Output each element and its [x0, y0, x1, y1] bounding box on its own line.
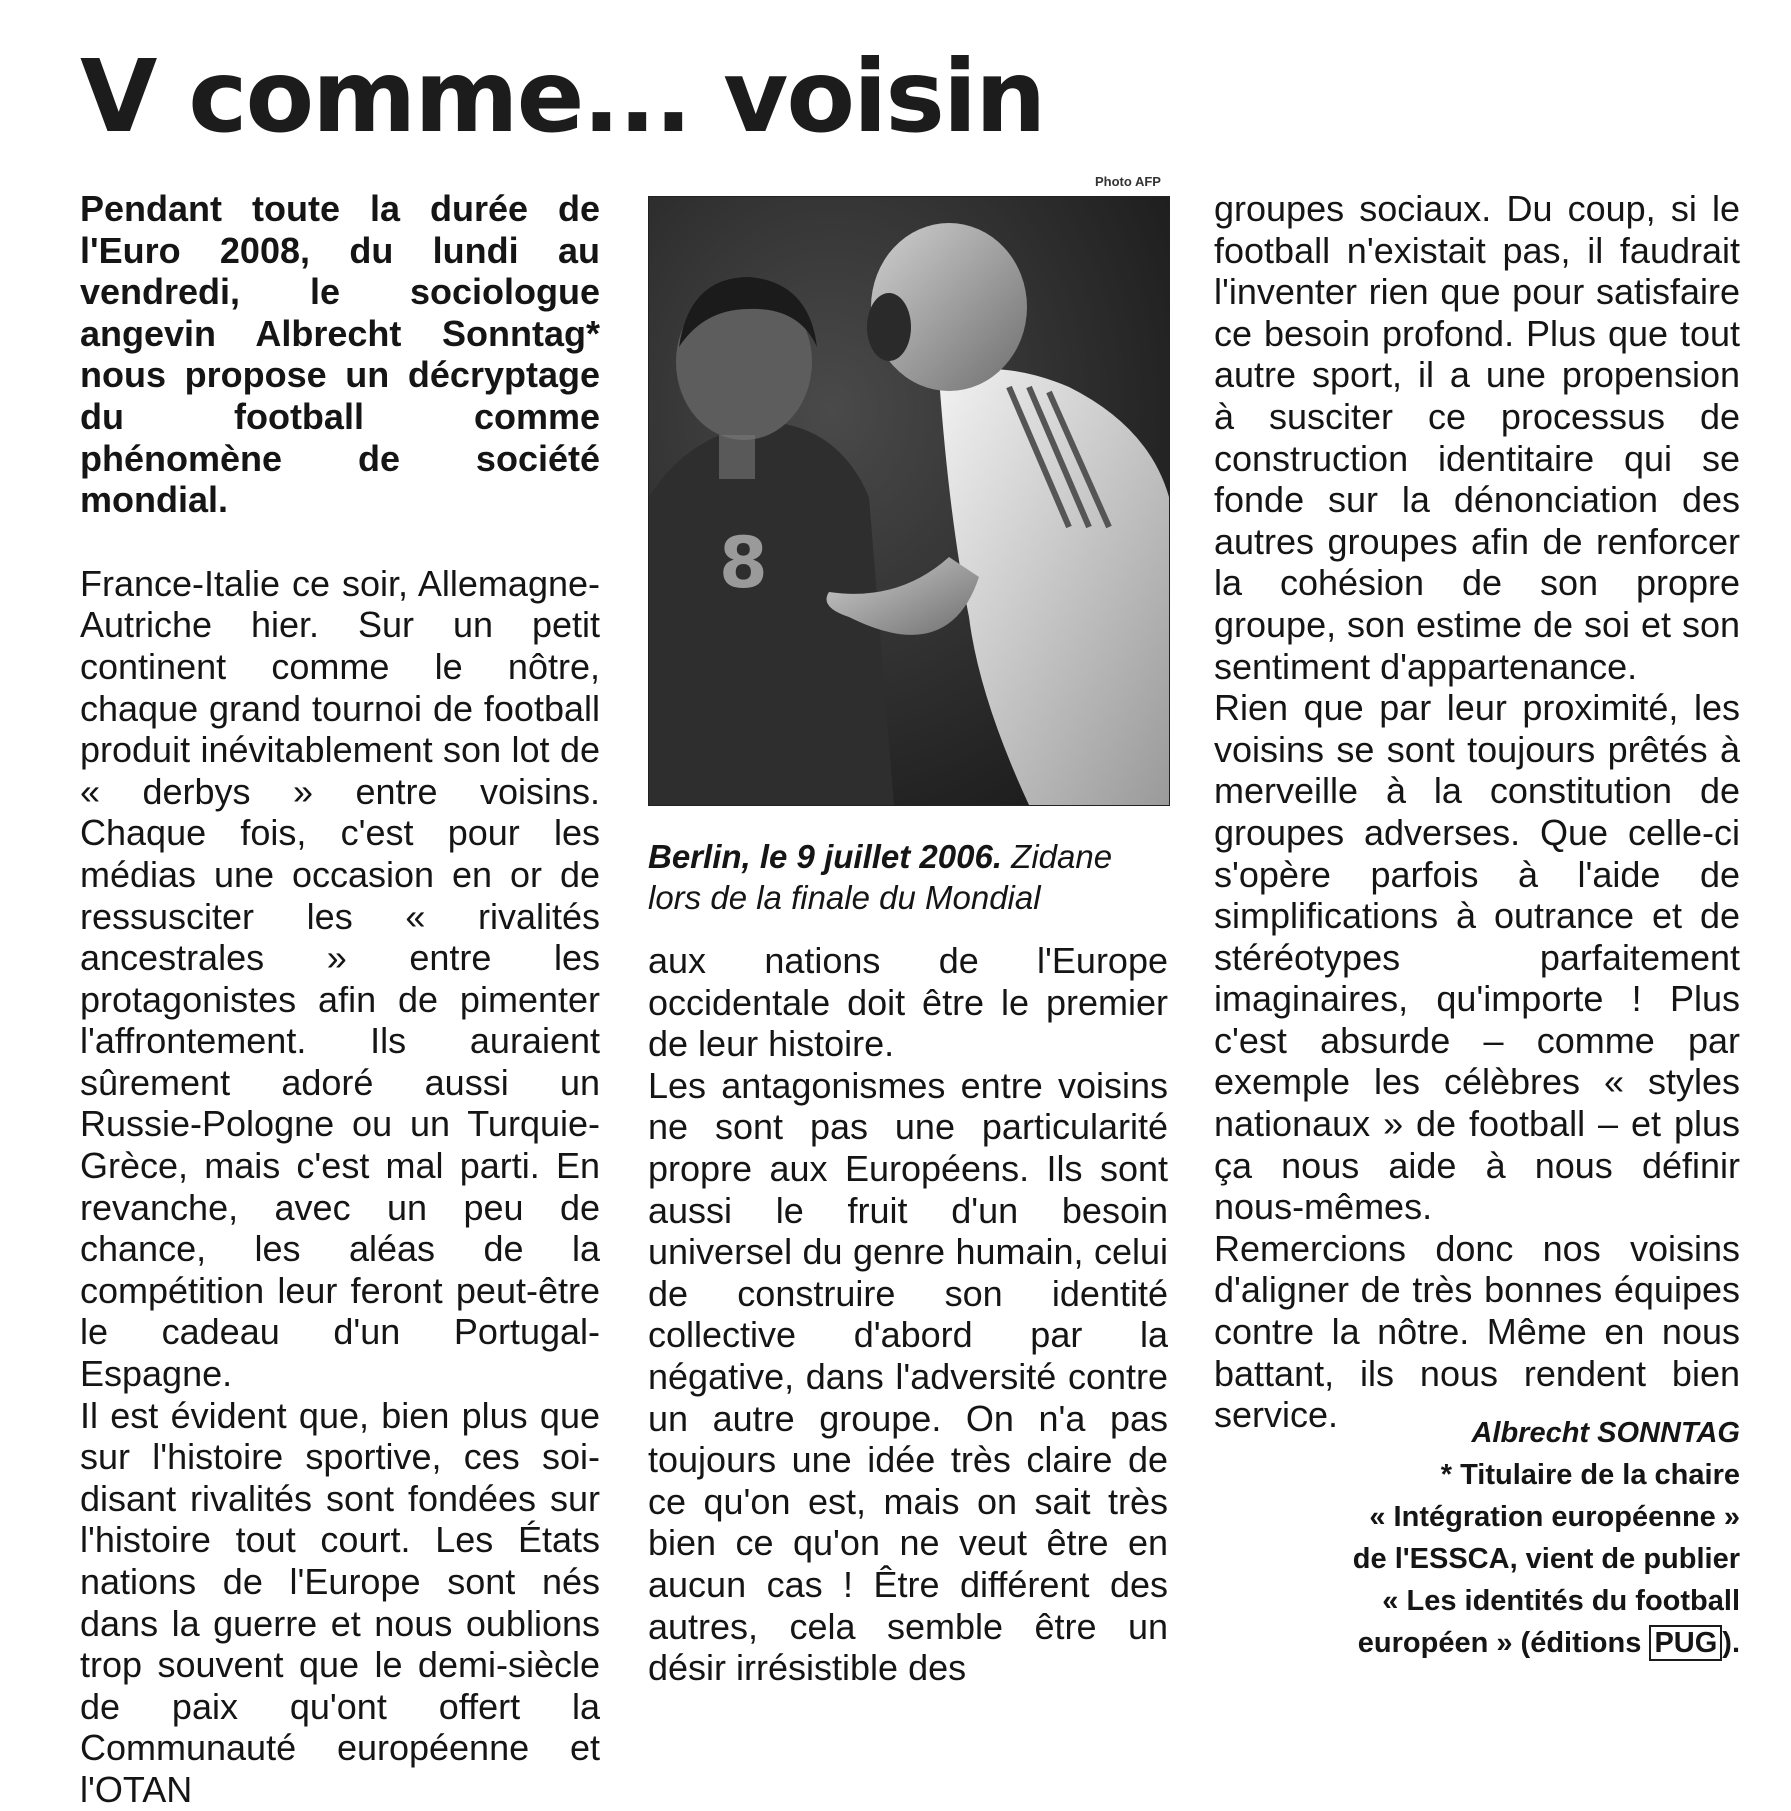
- author-note-line: « Les identités du football: [1382, 1585, 1740, 1617]
- caption-text: Zidane lors de la finale du Mondial: [648, 838, 1113, 916]
- body-paragraph: Rien que par leur proximité, les voisins se sont toujours prêtés à merveille à la constitution de groupes adverses. Que celle-ci s'opère parfois à l'aide de simplifications à outrance et de stéréotypes parfaitement imaginaires, qu'importe ! Plus c'est absurde – comme par exemple les célèbres « styles nationaux » de football – et plus ça nous aide à nous définir nous-mêmes.: [1214, 687, 1740, 1228]
- author-note-line: [1214, 1622, 1740, 1664]
- column-3: [1214, 188, 1740, 1436]
- article-photo: [648, 196, 1170, 806]
- photo-image: [649, 197, 1169, 805]
- author-note-text: européen » (éditions: [1357, 1627, 1650, 1659]
- photo-caption: [648, 836, 1168, 918]
- column-1: [80, 188, 600, 1811]
- headline: V comme... voisin: [80, 38, 1045, 155]
- body-paragraph: Remercions donc nos voisins d'aligner de très bonnes équipes contre la nôtre. Même en nous battant, ils nous rendent bien service.: [1214, 1227, 1740, 1436]
- body-paragraph: groupes sociaux. Du coup, si le football n'existait pas, il faudrait l'inventer rien que pour satisfaire ce besoin profond. Plus que tout autre sport, il a une propension à susciter ce processus de construction identitaire qui se fonde sur la dénonciation des autres groupes afin de renforcer la cohésion de son propre groupe, son estime de soi et son sentiment d'appartenance.: [1214, 188, 1740, 687]
- body-paragraph: France-Italie ce soir, Allemagne-Autriche hier. Sur un petit continent comme le nôtre, chaque grand tournoi de football produit inévitablement son lot de « derbys » entre voisins. Chaque fois, c'est pour les médias une occasion en or de ressusciter les « rivalités ancestrales » entre les protagonistes afin de pimenter l'affrontement. Ils auraient sûrement adoré aussi un Russie-Pologne ou un Turquie-Grèce, mais c'est mal parti. En revanche, avec un peu de chance, les aléas de la compétition leur feront peut-être le cadeau d'un Portugal-Espagne.: [80, 562, 600, 1395]
- author-note-line: * Titulaire de la chaire: [1440, 1459, 1740, 1491]
- lead-paragraph: Pendant toute la durée de l'Euro 2008, du lundi au vendredi, le sociologue angevin Albrecht Sonntag* nous propose un décryptage du football comme phénomène de société mondial.: [80, 188, 600, 521]
- author-note-text: ).: [1722, 1627, 1740, 1659]
- column-2: [648, 940, 1168, 1689]
- svg-text:8: 8: [719, 522, 768, 604]
- publisher-box: PUG: [1649, 1625, 1722, 1661]
- body-paragraph: aux nations de l'Europe occidentale doit être le premier de leur histoire.: [648, 940, 1168, 1065]
- author-note-line: « Intégration européenne »: [1369, 1501, 1740, 1533]
- body-paragraph: Les antagonismes entre voisins ne sont pas une particularité propre aux Européens. Ils sont aussi le fruit d'un besoin universel du genre humain, celui de construire son identité collective d'abord par la négative, dans l'adversité contre un autre groupe. On n'a pas toujours une idée très claire de ce qu'on est, mais on sait très bien ce qu'on ne veut être en aucun cas ! Être différent des autres, cela semble être un désir irrésistible des: [648, 1064, 1168, 1689]
- author-note-line: de l'ESSCA, vient de publier: [1352, 1543, 1740, 1575]
- author-name: Albrecht SONNTAG: [1471, 1417, 1740, 1449]
- caption-location-date: Berlin, le 9 juillet 2006.: [648, 838, 1002, 875]
- author-signature: [1214, 1412, 1740, 1664]
- photo-credit: Photo AFP: [1095, 174, 1161, 189]
- body-paragraph: Il est évident que, bien plus que sur l'histoire sportive, ces soi-disant rivalités sont fondées sur l'histoire tout court. Les États nations de l'Europe sont nés dans la guerre et nous oublions trop souvent que le demi-siècle de paix qu'ont offert la Communauté européenne et l'OTAN: [80, 1394, 600, 1810]
